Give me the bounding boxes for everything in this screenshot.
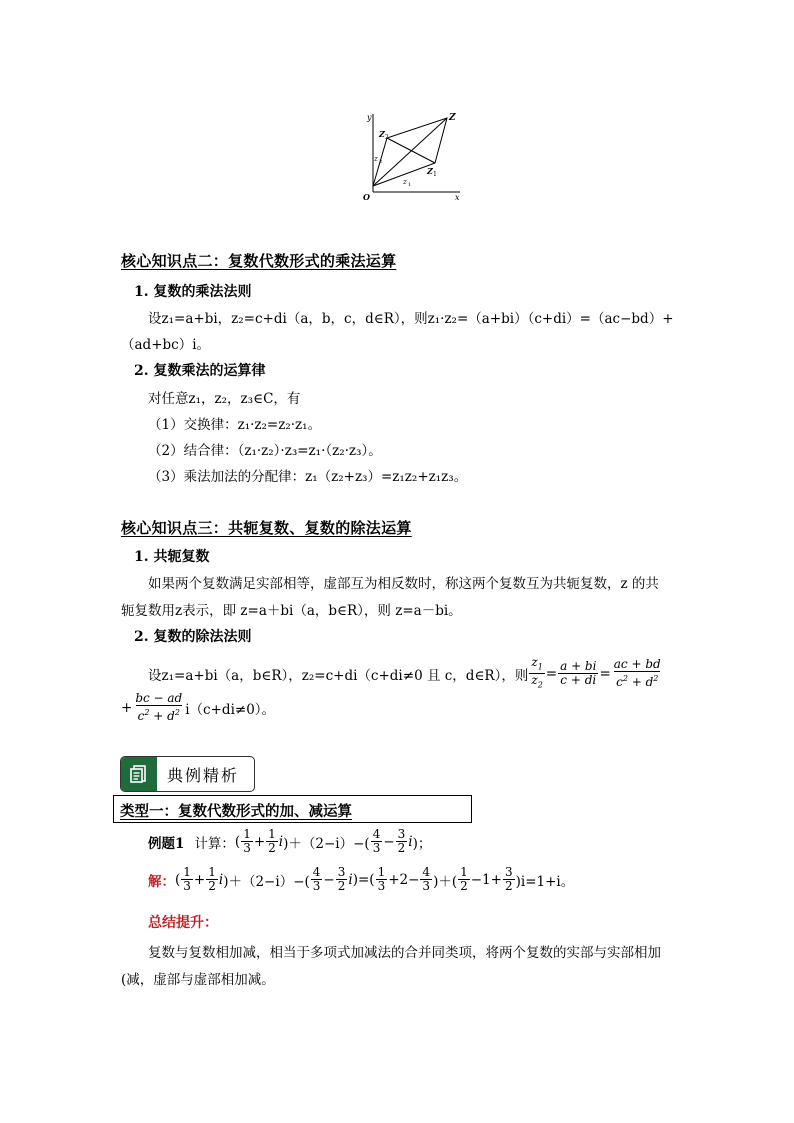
type1-title-box [113,795,472,823]
document-icon [121,757,157,791]
point-z2-label: Z [379,129,385,139]
fraction-real-part: $\frac{ac + bd}{c^2 + d^2}$ [613,657,661,690]
division-formula-line1: 设z₁=a+bi（a，b∈R），z₂=c+di（c+di≠0 且 c，d∈R），则 $\frac{z_1}{z_2}$ = $\frac{a + bi}{c + di}$ = $\frac{ac + bd}{c^2 + d^2}$ [148,655,661,690]
law-associative: （2）结合律：（z₁·z₂）·z₃=z₁·（z₂·z₃）。 [148,443,382,459]
laws-intro: 对任意z₁，z₂，z₃∈C，有 [148,391,301,407]
summary-label: 总结提升： [148,915,218,931]
multiplication-rule-line2: （ad+bc）i。 [121,337,211,353]
example-header-label: 典例精析 [167,765,240,785]
solution-label: 解： [148,873,175,890]
point-z2-subscript: 2 [385,134,389,141]
vector-z2-subscript: 2 [379,159,383,165]
fraction-a-bi-over-c-di: $\frac{a + bi}{c + di}$ [560,659,597,688]
point-z1-subscript: 1 [433,171,437,178]
law-commutative: （1）交换律：z₁·z₂=z₂·z₁。 [148,417,322,433]
section-title-multiplication: 核心知识点二：复数代数形式的乘法运算 [121,252,397,270]
subheading-conjugate: 1. 共轭复数 [134,549,210,565]
y-axis-label: y [367,113,372,122]
subheading-multiplication-rule: 1. 复数的乘法法则 [134,284,252,300]
division-prefix: 设z₁=a+bi（a，b∈R），z₂=c+di（c+di≠0 且 c，d∈R），则 [148,667,529,684]
subheading-division-rule: 2. 复数的除法法则 [134,629,252,645]
multiplication-rule-line1: 设z₁=a+bi，z₂=c+di（a，b，c，d∈R），则z₁·z₂=（a+bi）（c+di）=（ac−bd）+ [148,311,674,327]
subheading-multiplication-laws: 2. 复数乘法的运算律 [134,363,266,379]
type1-title: 类型一：复数代数形式的加、减运算 [120,803,352,820]
law-distributive: （3）乘法加法的分配律：z₁（z₂+z₃）=z₁z₂+z₁z₃。 [148,469,468,485]
summary-line1: 复数与复数相加减，相当于多项式加减法的合并同类项，将两个复数的实部与实部相加 [148,945,661,961]
fraction-z1-z2: $\frac{z_1}{z_2}$ [531,655,543,690]
example-header [120,756,255,792]
point-z1-label: Z [427,166,433,176]
parallelogram-figure [355,108,470,203]
fraction-imag-part: $\frac{bc - ad}{c^2 + d^2}$ [135,691,183,723]
solution-line: 解： ( $\frac{1}{3}$ + $\frac{1}{2}$ i )＋（2−i）−( $\frac{4}{3}$ − $\frac{3}{2}$ i )=( $\frac{1}{3}$ +2− $\frac{4}{3}$ )＋( $\frac{1}{2}$ −1+ $\frac{3}{2}$ )i=1+i。 [148,865,575,893]
example1-line: 例题1 计算： ( $\frac{1}{3}$ + $\frac{1}{2}$ i )＋（2−i）−( $\frac{4}{3}$ − $\frac{3}{2}$ i )； [148,827,432,855]
example1-text: 计算： [194,835,235,852]
summary-line2: (减，虚部与虚部相加减。 [121,972,275,988]
x-axis-label: x [455,193,460,202]
vector-z1-subscript: 1 [408,182,412,188]
example1-label: 例题1 [148,835,185,852]
conjugate-line2: 轭复数用z表示，即 z=a＋bi（a，b∈R），则 z=a－bi。 [121,603,462,619]
point-z-label: Z [449,113,456,123]
division-suffix: i（c+di≠0）。 [185,701,276,718]
vector-z1-label: z [403,178,407,186]
section-title-conjugate-division: 核心知识点三：共轭复数、复数的除法运算 [121,519,412,537]
division-formula-line2: + $\frac{bc - ad}{c^2 + d^2}$ i（c+di≠0）。 [121,691,276,723]
conjugate-line1: 如果两个复数满足实部相等，虚部互为相反数时，称这两个复数互为共轭复数，z 的共 [148,576,659,592]
vector-z2-label: z [374,155,378,163]
origin-label: O [363,192,370,202]
